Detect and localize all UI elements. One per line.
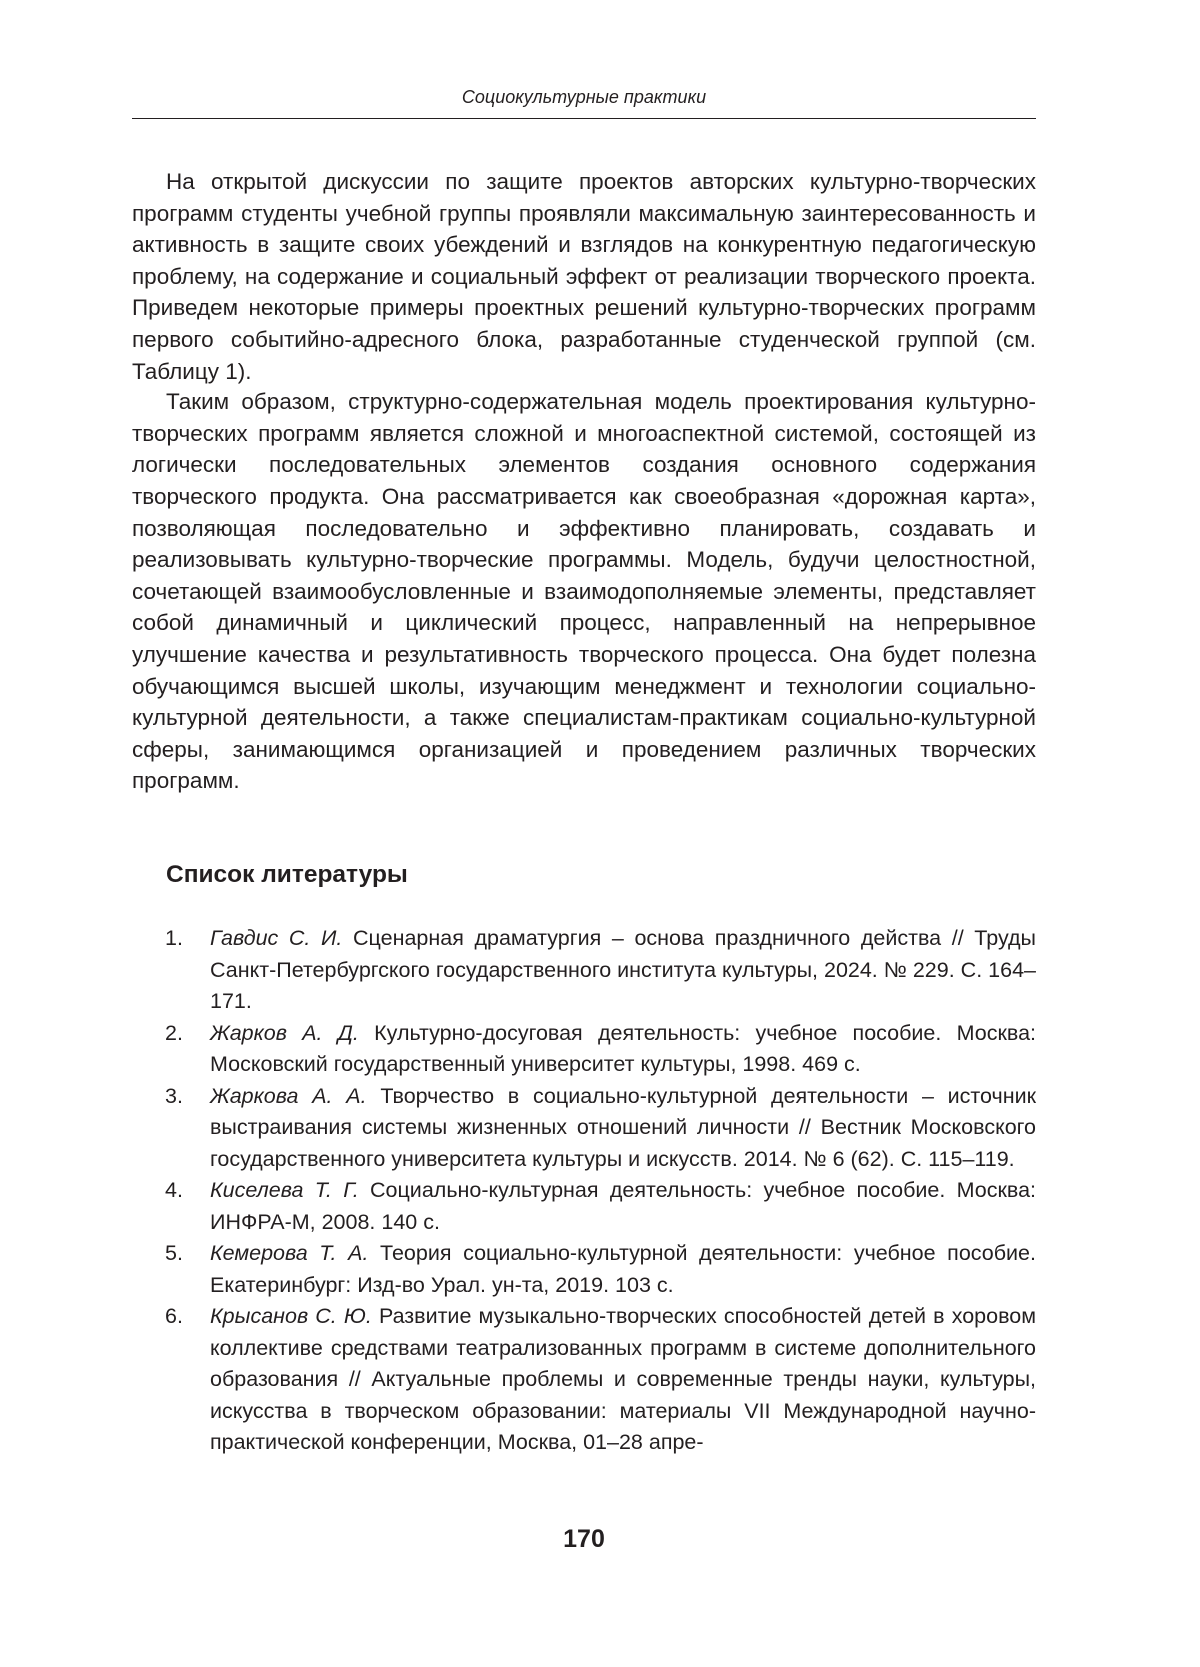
reference-author: Киселева Т. Г. bbox=[210, 1178, 359, 1202]
reference-item bbox=[132, 1081, 1036, 1176]
reference-author: Кемерова Т. А. bbox=[210, 1241, 369, 1265]
reference-item bbox=[132, 1301, 1036, 1459]
reference-text: Теория социально-культурной деятельности: учебное пособие. Екатеринбург: Изд-во Урал. ун-та, 2019. 103 с. bbox=[210, 1241, 1036, 1297]
references-heading: Список литературы bbox=[166, 861, 408, 888]
reference-item bbox=[132, 1238, 1036, 1301]
reference-item bbox=[132, 1018, 1036, 1081]
header-rule bbox=[132, 118, 1036, 119]
reference-text: Развитие музыкально-творческих способностей детей в хоровом коллективе средствами театрализованных программ в системе дополнительного образования // Актуальные проблемы и современные тренды науки, культуры, искусства в творческом образовании: материалы VII Международной научно-практической конференции, Москва, 01–28 апре- bbox=[210, 1304, 1036, 1454]
reference-author: Жарков А. Д. bbox=[210, 1020, 359, 1045]
references-list bbox=[132, 923, 1036, 1459]
reference-number: 3. bbox=[165, 1083, 183, 1108]
page-number: 170 bbox=[563, 1525, 605, 1553]
reference-author: Гавдис С. И. bbox=[210, 926, 343, 950]
paragraph: На открытой дискуссии по защите проектов авторских культурно-творческих программ студенты учебной группы проявляли максимальную заинтересованность и активность в защите своих убеждений и взглядов на конкурентную педагогическую проблему, на содержание и социальный эффект от реализации творческого проекта. Приведем некоторые примеры проектных решений культурно-творческих программ первого событийно-адресного блока, разработанные студенческой группой (см. Таблицу 1). bbox=[132, 169, 1036, 384]
reference-author: Крысанов С. Ю. bbox=[210, 1304, 372, 1328]
reference-number: 1. bbox=[165, 926, 183, 950]
reference-text: Культурно-досуговая деятельность: учебное пособие. Москва: Московский государственный университет культуры, 1998. 469 с. bbox=[210, 1020, 1036, 1076]
reference-number: 5. bbox=[165, 1241, 183, 1265]
reference-text: Социально-культурная деятельность: учебное пособие. Москва: ИНФРА-М, 2008. 140 с. bbox=[210, 1178, 1036, 1234]
reference-author: Жаркова А. А. bbox=[210, 1083, 367, 1108]
reference-text: Творчество в социально-культурной деятельности – источник выстраивания системы жизненных отношений личности // Вестник Московского государственного университета культуры и искусств. 2014. № 6 (62). С. 115–119. bbox=[210, 1083, 1037, 1171]
reference-item bbox=[132, 1175, 1036, 1238]
reference-number: 4. bbox=[165, 1178, 183, 1202]
reference-item bbox=[132, 923, 1036, 1018]
running-header: Социокультурные практики bbox=[461, 87, 707, 107]
reference-number: 6. bbox=[165, 1304, 183, 1328]
reference-text: Сценарная драматургия – основа праздничного действа // Труды Санкт-Петербургского государственного института культуры, 2024. № 229. С. 164–171. bbox=[210, 926, 1036, 1013]
body-text bbox=[132, 166, 1036, 796]
paragraph: Таким образом, структурно-содержательная модель проектирования культурно-творческих программ является сложной и многоаспектной системой, состоящей из логически последовательных элементов создания основного содержания творческого продукта. Она рассматривается как своеобразная «дорожная карта», позволяющая последовательно и эффективно планировать, создавать и реализовывать культурно-творческие программы. Модель, будучи целостностной, сочетающей взаимообусловленные и взаимодополняемые элементы, представляет собой динамичный и циклический процесс, направленный на непрерывное улучшение качества и результативность творческого процесса. Она будет полезна обучающимся высшей школы, изучающим менеджмент и технологии социально-культурной деятельности, а также специалистам-практикам социально-культурной сферы, занимающимся организацией и проведением различных творческих программ. bbox=[132, 389, 1036, 794]
reference-number: 2. bbox=[165, 1020, 183, 1045]
